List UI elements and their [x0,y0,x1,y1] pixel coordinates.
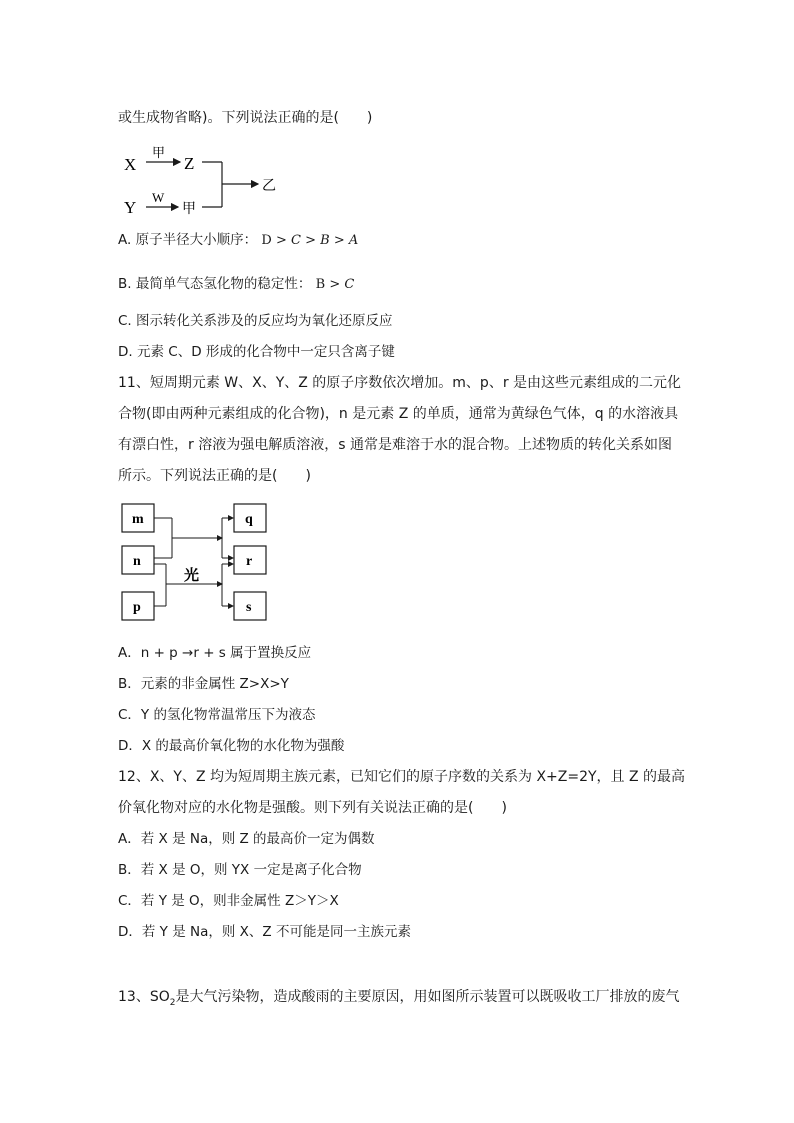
q13-prefix: 13、SO [118,989,170,1005]
box-p-label: p [133,600,141,615]
q10-reaction-diagram [118,138,298,224]
box-m-label: m [132,512,144,527]
q11-transformation-diagram [118,500,278,626]
q12-option-a: A．若 X 是 Na，则 Z 的最高价一定为偶数 [118,831,375,847]
math-b: B [315,277,326,292]
q10-option-a-math [261,233,358,248]
q10-option-d: D. 元素 C、D 形成的化合物中一定只含离子键 [118,344,395,360]
math-c: C [291,233,301,248]
q13-subscript: 2 [169,997,176,1008]
math-gt: > [329,277,341,292]
q13-text: 是大气污染物，造成酸雨的主要原因，用如图所示装置可以既吸收工厂排放的废气 [175,989,680,1005]
q12-option-d: D．若 Y 是 Na，则 X、Z 不可能是同一主族元素 [118,924,411,940]
q10-option-b-math [316,277,355,292]
q10-option-a-text: A. 原子半径大小顺序： [118,232,258,248]
q10-x-label: X [124,155,137,174]
box-r-label: r [246,554,253,569]
q12-option-b: B．若 X 是 O，则 YX 一定是离子化合物 [118,862,362,878]
q10-intro-tail: 或生成物省略)。下列说法正确的是( ) [118,110,373,126]
q10-z-label: Z [184,154,195,173]
q10-option-b [118,274,354,295]
q12-line-2: 价氧化物对应的水化物是强酸。则下列有关说法正确的是( ) [118,800,507,816]
q10-jia-top: 甲 [152,145,166,160]
light-label: 光 [184,568,200,584]
q10-option-c: C. 图示转化关系涉及的反应均为氧化还原反应 [118,313,393,329]
q10-jia-bottom: 甲 [182,202,196,217]
q10-option-b-text: B. 最简单气态氢化物的稳定性： [118,276,312,292]
q12-option-c: C．若 Y 是 O，则非金属性 Z＞Y＞X [118,893,339,909]
box-n-label: n [133,554,141,569]
q10-w-label: W [152,190,165,205]
math-gt: > [305,233,317,248]
q11-option-a: A．n + p →r + s 属于置换反应 [118,645,312,661]
q10-y-label: Y [124,198,137,217]
q12-line-1: 12、X、Y、Z 均为短周期主族元素，已知它们的原子序数的关系为 X+Z=2Y，且 Z 的最高 [118,769,686,785]
q11-line-1: 11、短周期元素 W、X、Y、Z 的原子序数依次增加。m、p、r 是由这些元素组成的二元化 [118,375,682,391]
box-q-label: q [245,512,253,527]
math-d: D [261,233,272,248]
math-gt: > [333,233,345,248]
math-gt: > [275,233,287,248]
q10-yi-label: 乙 [262,179,276,194]
q10-option-a [118,230,358,251]
q13-line-1 [118,987,679,1013]
q11-option-d: D．X 的最高价氧化物的水化物为强酸 [118,738,345,754]
math-b: B [320,233,330,248]
q11-option-b: B．元素的非金属性 Z>X>Y [118,676,289,692]
q11-option-c: C．Y 的氢化物常温常压下为液态 [118,707,316,723]
box-s-label: s [246,600,252,615]
q11-line-4: 所示。下列说法正确的是( ) [118,468,311,484]
q11-line-2: 合物(即由两种元素组成的化合物)，n 是元素 Z 的单质，通常为黄绿色气体，q 的水溶液具 [118,406,679,422]
math-a: A [348,233,359,248]
math-c: C [344,277,355,292]
q11-line-3: 有漂白性，r 溶液为强电解质溶液，s 通常是难溶于水的混合物。上述物质的转化关系如图 [118,437,672,453]
